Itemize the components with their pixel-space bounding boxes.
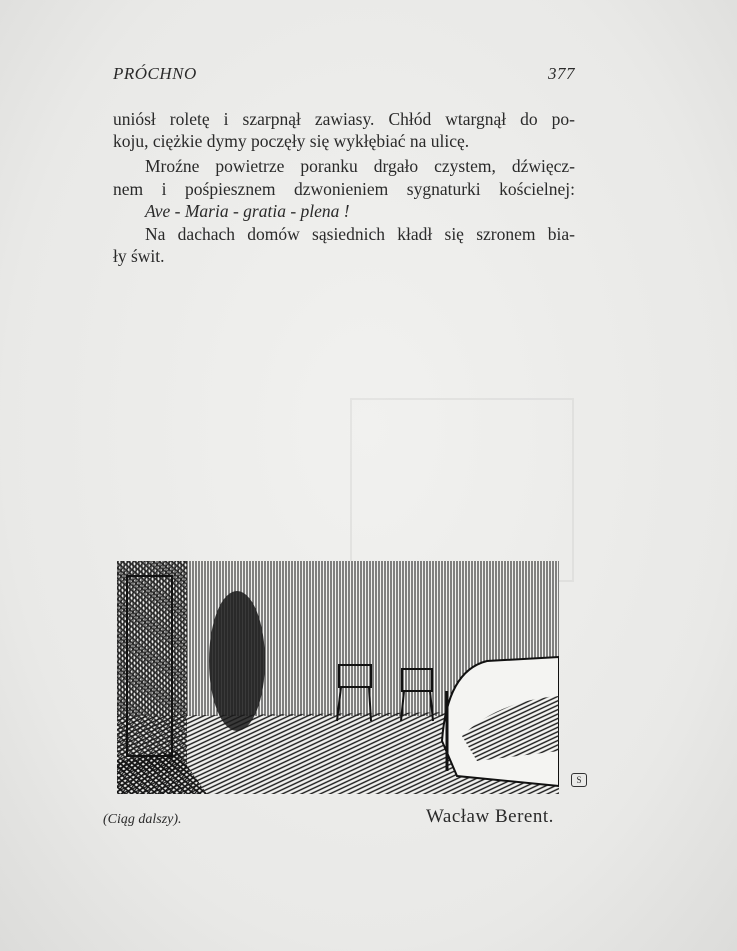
running-title: PRÓCHNO — [113, 64, 197, 83]
artist-monogram: S — [571, 773, 587, 787]
latin-verse: Ave - Maria - gratia - plena ! — [145, 201, 350, 221]
page-number: 377 — [548, 64, 575, 83]
bleed-through-ghost — [350, 398, 574, 582]
interior-illustration — [117, 561, 559, 794]
text-line: ły świt. — [113, 246, 165, 266]
text-line: uniósł roletę i szarpnął zawiasy. Chłód wtargnął do po- — [113, 109, 575, 129]
text-line: nem i pośpiesznem dzwonieniem sygnaturki kościelnej: — [113, 179, 575, 199]
shadow-figure — [209, 591, 265, 731]
text-line: koju, ciężkie dymy poczęły się wykłębiać na ulicę. — [113, 131, 470, 151]
text-line: Na dachach domów sąsiednich kładł się szronem bia- — [145, 224, 575, 244]
text-line: Mroźne powietrze poranku drgało czystem, dźwięcz- — [145, 156, 575, 176]
author-signature: Wacław Berent. — [426, 806, 554, 827]
continued-note: (Ciąg dalszy). — [103, 812, 182, 827]
